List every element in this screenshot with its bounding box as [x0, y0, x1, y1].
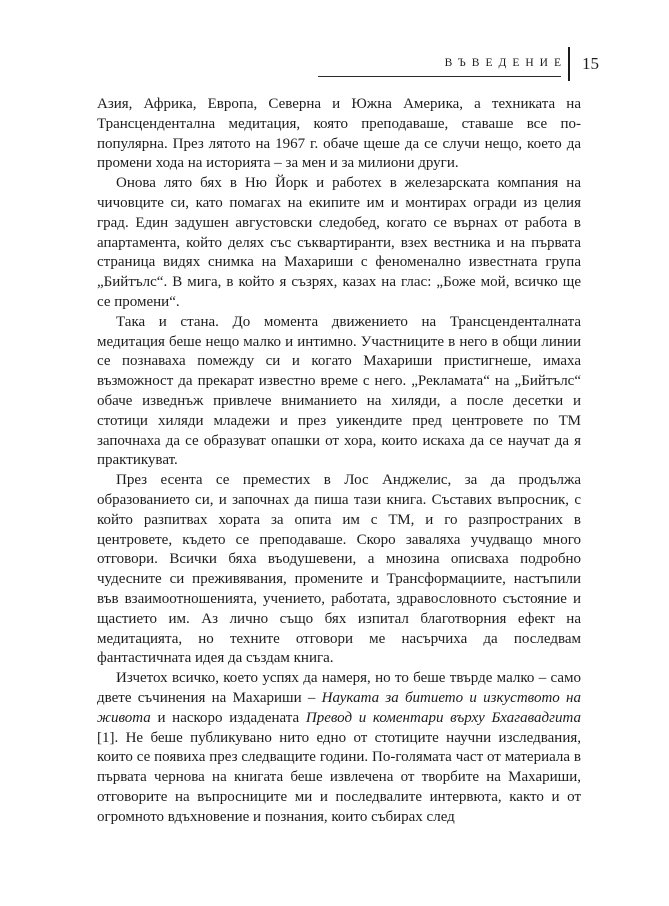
- paragraph: [97, 471, 581, 669]
- header-divider: [568, 47, 570, 81]
- paragraph: [97, 95, 581, 174]
- book-title-italic: Превод и коментари върху Бхагавадгита: [305, 709, 581, 726]
- page-number: 15: [582, 54, 599, 73]
- text-run: През есента се преместих в Лос Анджелис, за да продължа образованието си, и започнах да пиша тази книга. Съставих въпросник, с който разпитвах хората за опита им с ТМ, и го разпространих в центровете, където се преподаваше. Скоро заваляха учудващо много отговори. Всички бяха въодушевени, а мнозина описваха подробно чудесните си преживявания, промените и Трансформациите, настъпили във взаимоотношенията, учението, работата, здравословното състояние и щастието им. Аз лично също бях изпитал благотворния ефект на медитацията, но техните отговори ме насърчиха да последвам фантастичната идея да създам книга.: [97, 472, 581, 667]
- header-rule: [318, 76, 561, 77]
- paragraph: [97, 313, 581, 471]
- text-run: Така и стана. До момента движението на Трансценденталната медитация беше нещо малко и интимно. Участниците в него в общи линии се познаваха помежду си и когато Махариши пристигнеше, имаха възможност да прекарат известно време с него. „Рекламата“ на „Бийтълс“ обаче изведнъж привлече вниманието на хиляди, а после десетки и стотици хиляди младежи и през уикендите пред центровете по ТМ започнаха да се образуват опашки от хора, които искаха да се научат да я практикуват.: [97, 313, 581, 469]
- body-text: [97, 95, 581, 827]
- text-run: Изчетох всичко, което успях да намеря, но то беше твърде малко – само двете съчинения на Махариши –: [97, 670, 581, 706]
- paragraph: [97, 669, 581, 827]
- text-run: [1]. Не беше публикувано нито едно от стотиците научни изследвания, които се появиха през следващите години. По-голямата част от материала в първата чернова на книгата беше извлечена от творбите на Махариши, отговорите на въпросниците ми и последвалите интервюта, както и от огромното вдъхновение и познания, които събирах след: [97, 729, 581, 825]
- text-run: Азия, Африка, Европа, Северна и Южна Америка, а техниката на Трансцендентална медитация, която преподаваше, ставаше все по-популярна. През лятото на 1967 г. обаче щеше да се случи нещо, което да промени хода на историята – за мен и за милиони други.: [97, 96, 581, 172]
- text-run: Онова лято бях в Ню Йорк и работех в железарската компания на чичовците си, като помагах на екипите им и монтирах огради из целия град. Един задушен августовски следобед, когато се върнах от работа в апартамента, който делях със съквартиранти, взех вестника и на първата страница видях снимка на Махариши с феноменално известната група „Бийтълс“. В мига, в който я съзрях, казах на глас: „Боже мой, всичко ще се промени“.: [97, 175, 581, 310]
- text-run: и наскоро издадената: [150, 709, 306, 726]
- running-head-section-title: ВЪВЕДЕНИЕ: [444, 57, 567, 69]
- book-title-italic: Науката за битието и изкуството на живота: [97, 689, 581, 726]
- paragraph: [97, 174, 581, 313]
